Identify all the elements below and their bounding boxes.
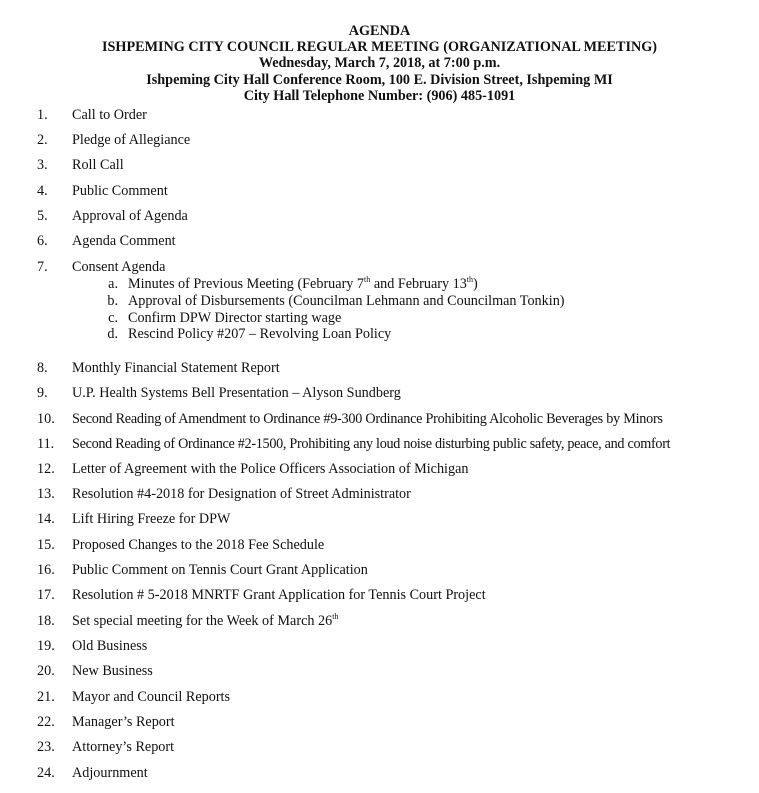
- item-text: Agenda Comment: [72, 233, 176, 249]
- subitem-text: Rescind Policy #207 – Revolving Loan Policy: [128, 326, 392, 342]
- item-number: 8.: [37, 360, 48, 376]
- item-text: New Business: [72, 663, 153, 679]
- item-text: Public Comment on Tennis Court Grant Application: [72, 562, 368, 578]
- item-number: 3.: [37, 157, 48, 173]
- item-number: 14.: [37, 511, 55, 527]
- item-number: 5.: [37, 208, 48, 224]
- item-text: Letter of Agreement with the Police Officers Association of Michigan: [72, 461, 469, 477]
- meeting-date: Wednesday, March 7, 2018, at 7:00 p.m.: [258, 55, 501, 72]
- item-text: Adjournment: [72, 765, 148, 781]
- agenda-header: [0, 23, 759, 104]
- item-text: Resolution #4-2018 for Designation of Street Administrator: [72, 486, 411, 502]
- subitem-text: Approval of Disbursements (Councilman Lehmann and Councilman Tonkin): [128, 293, 565, 309]
- item-number: 20.: [37, 663, 55, 679]
- item-number: 12.: [37, 461, 55, 477]
- city-hall-phone: City Hall Telephone Number: (906) 485-1091: [243, 87, 516, 104]
- subitem-letter: c.: [108, 310, 118, 326]
- item-text: U.P. Health Systems Bell Presentation – Alyson Sundberg: [72, 385, 401, 401]
- item-text: Proposed Changes to the 2018 Fee Schedule: [72, 537, 325, 553]
- meeting-name: ISHPEMING CITY COUNCIL REGULAR MEETING (ORGANIZATIONAL MEETING): [102, 39, 657, 56]
- meeting-location: Ishpeming City Hall Conference Room, 100 E. Division Street, Ishpeming MI: [146, 71, 613, 88]
- item-number: 2.: [37, 132, 48, 148]
- item-text: Lift Hiring Freeze for DPW: [72, 511, 231, 527]
- subitem-letter: d.: [107, 326, 118, 342]
- item-text: Consent Agenda: [72, 259, 166, 275]
- item-text: Pledge of Allegiance: [72, 132, 191, 148]
- subitem-text: Confirm DPW Director starting wage: [128, 310, 342, 326]
- item-number: 13.: [37, 486, 55, 502]
- item-text: Roll Call: [72, 157, 124, 173]
- item-number: 16.: [37, 562, 55, 578]
- item-number: 19.: [37, 638, 55, 654]
- item-number: 24.: [37, 765, 55, 781]
- item-text: Monthly Financial Statement Report: [72, 360, 280, 376]
- item-number: 11.: [37, 436, 55, 452]
- item-text: Public Comment: [72, 183, 168, 199]
- subitem-letter: a.: [108, 276, 118, 292]
- item-number: 18.: [37, 613, 55, 629]
- agenda-title: AGENDA: [348, 23, 411, 39]
- item-number: 4.: [37, 183, 48, 199]
- item-number: 6.: [37, 233, 48, 249]
- item-number: 22.: [37, 714, 55, 730]
- item-number: 15.: [37, 537, 55, 553]
- subitem-letter: b.: [107, 293, 118, 309]
- item-text: Second Reading of Ordinance #2-1500, Prohibiting any loud noise disturbing public safety, peace, and comfort: [72, 436, 671, 452]
- item-text: Resolution # 5-2018 MNRTF Grant Application for Tennis Court Project: [72, 587, 486, 603]
- item-text: Manager’s Report: [72, 714, 175, 730]
- item-number: 9.: [37, 385, 48, 401]
- item-text: Set special meeting for the Week of March 26th: [72, 612, 339, 629]
- item-number: 17.: [37, 587, 55, 603]
- item-number: 21.: [37, 689, 55, 705]
- item-text: Old Business: [72, 638, 148, 654]
- item-text: Call to Order: [72, 107, 147, 123]
- item-number: 23.: [37, 739, 55, 755]
- item-number: 1.: [37, 107, 48, 123]
- item-text: Second Reading of Amendment to Ordinance #9-300 Ordinance Prohibiting Alcoholic Beverages by Minors: [72, 411, 663, 427]
- subitem-text: Minutes of Previous Meeting (February 7th and February 13th): [128, 275, 478, 292]
- item-number: 10.: [37, 411, 55, 427]
- item-text: Mayor and Council Reports: [72, 689, 231, 705]
- item-text: Approval of Agenda: [72, 208, 188, 224]
- item-text: Attorney’s Report: [72, 739, 175, 755]
- item-number: 7.: [37, 259, 48, 275]
